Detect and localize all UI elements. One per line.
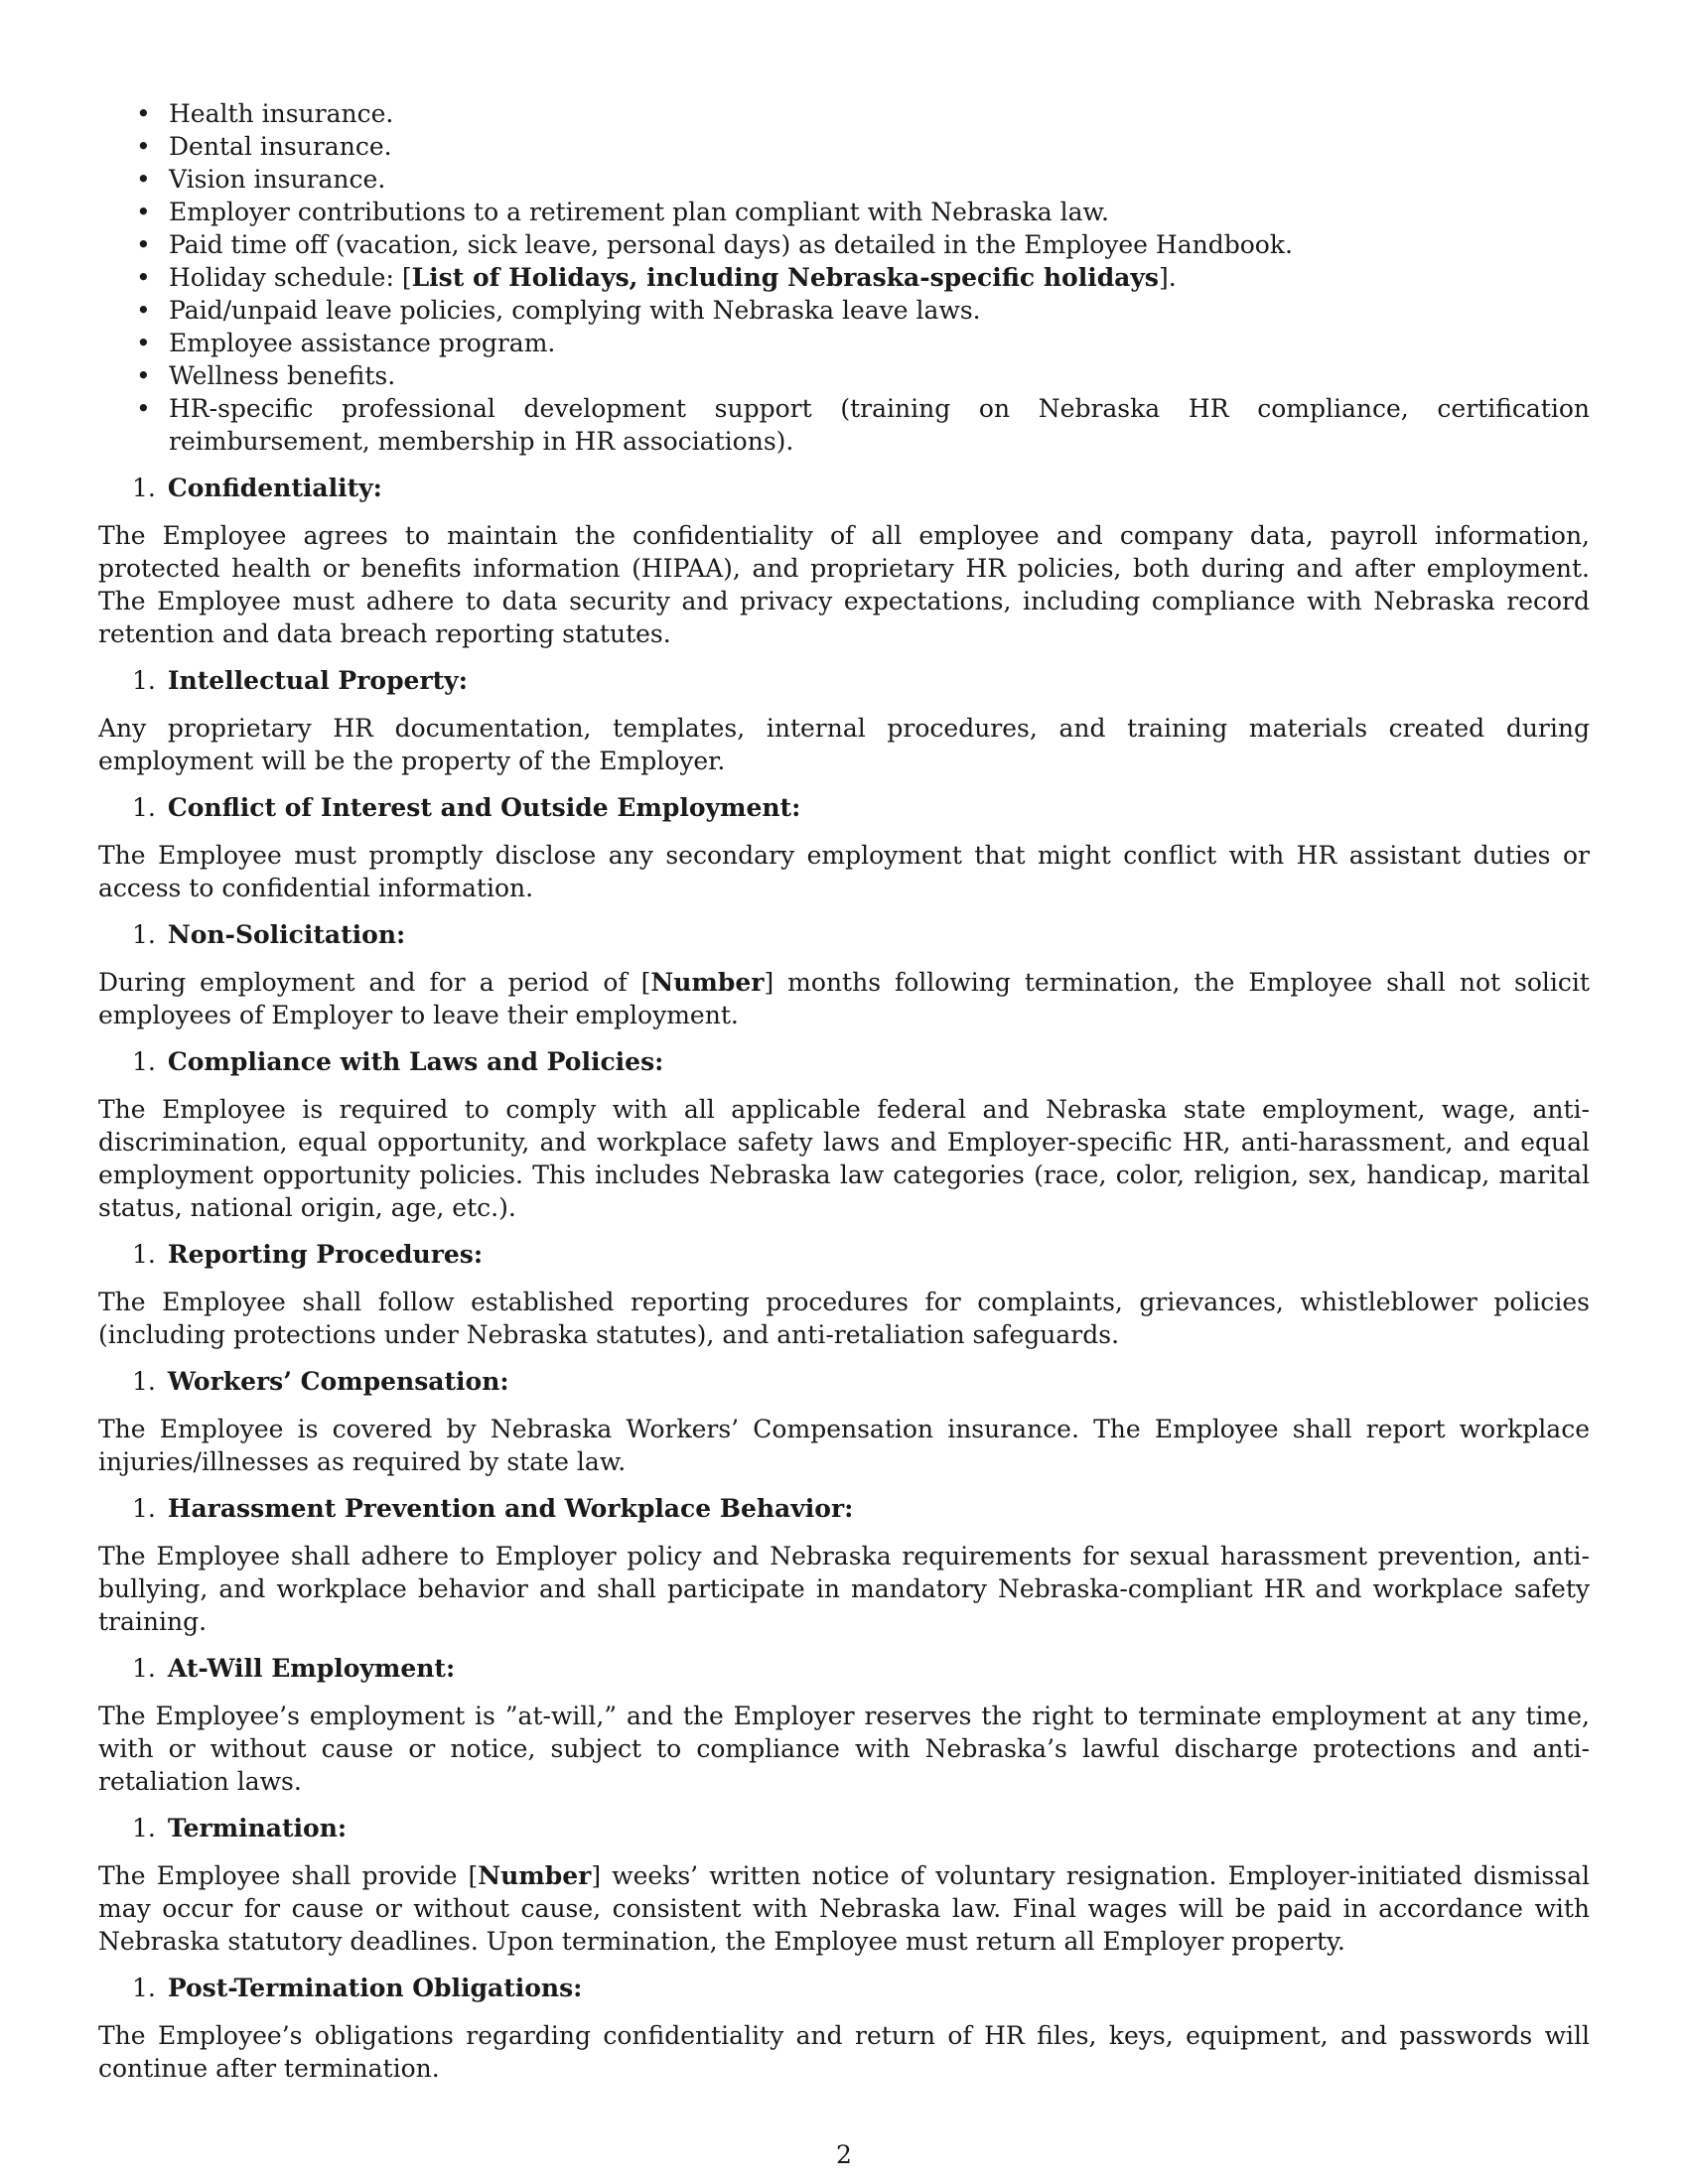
section-heading-termination: 1. Termination: (132, 1814, 348, 1843)
section-text-compliance: The Employee is required to comply with all applicable federal and Nebraska state employment, wage, anti-discrimination, equal opportunity, and workplace safety laws and Employer-specific HR, anti-harassment, and equal employment opportunity policies. This includes Nebraska law categories (race, color, religion, sex, handicap, marital status, national origin, age, etc.). (98, 1095, 1590, 1222)
bullet-icon: • (136, 99, 151, 128)
list-item: • Vision insurance. (136, 165, 386, 194)
placeholder-number: Number (478, 1861, 592, 1890)
list-item: • Health insurance. (136, 99, 394, 128)
bullet-icon: • (136, 263, 151, 292)
document-page (98, 97, 1590, 2085)
section-text-post-termination: The Employee’s obligations regarding confidentiality and return of HR files, keys, equipment, and passwords will continue after termination. (98, 2021, 1590, 2083)
bullet-icon: • (136, 394, 151, 423)
section-heading-intellectual-property: 1. Intellectual Property: (132, 666, 468, 695)
section-heading-workers-compensation: 1. Workers’ Compensation: (132, 1367, 509, 1396)
list-item-holiday: • Holiday schedule: [List of Holidays, including Nebraska-specific holidays]. (136, 263, 1177, 292)
bullet-icon: • (136, 132, 151, 161)
list-item: • Paid/unpaid leave policies, complying with Nebraska leave laws. (136, 296, 981, 325)
benefits-list (98, 97, 1590, 458)
bullet-icon: • (136, 165, 151, 194)
section-heading-harassment: 1. Harassment Prevention and Workplace Behavior: (132, 1494, 854, 1523)
bullet-icon: • (136, 361, 151, 390)
bullet-icon: • (136, 329, 151, 357)
section-text-reporting: The Employee shall follow established reporting procedures for complaints, grievances, whistleblower policies (including protections under Nebraska statutes), and anti-retaliation safeguards. (98, 1288, 1590, 1349)
page-number: 2 (836, 2140, 852, 2169)
list-item: • HR-specific professional development support (training on Nebraska HR compliance, certification reimbursement, membership in HR associations). (136, 394, 1590, 456)
section-text-harassment: The Employee shall adhere to Employer policy and Nebraska requirements for sexual harassment prevention, anti-bullying, and workplace behavior and shall participate in mandatory Nebraska-compliant HR and workplace safety training. (98, 1542, 1590, 1636)
section-text-workers-compensation: The Employee is covered by Nebraska Workers’ Compensation insurance. The Employee shall report workplace injuries/illnesses as required by state law. (98, 1415, 1590, 1476)
section-text-conflict: The Employee must promptly disclose any secondary employment that might conflict with HR assistant duties or access to confidential information. (98, 841, 1590, 902)
section-heading-compliance: 1. Compliance with Laws and Policies: (132, 1047, 664, 1076)
list-item: • Paid time off (vacation, sick leave, personal days) as detailed in the Employee Handbook. (136, 230, 1293, 259)
section-text-confidentiality: The Employee agrees to maintain the confidentiality of all employee and company data, payroll information, protected health or benefits information (HIPAA), and proprietary HR policies, both during and after employment. The Employee must adhere to data security and privacy expectations, including compliance with Nebraska record retention and data breach reporting statutes. (98, 521, 1590, 648)
bullet-icon: • (136, 230, 151, 259)
bullet-icon: • (136, 296, 151, 325)
section-text-non-solicitation: During employment and for a period of [Number] months following termination, the Employee shall not solicit employees of Employer to leave their employment. (98, 968, 1590, 1029)
section-heading-at-will: 1. At-Will Employment: (132, 1654, 456, 1683)
list-item: • Wellness benefits. (136, 361, 396, 390)
list-item: • Employer contributions to a retirement plan compliant with Nebraska law. (136, 198, 1109, 226)
section-text-intellectual-property: Any proprietary HR documentation, templates, internal procedures, and training materials created during employment will be the property of the Employer. (98, 714, 1590, 775)
bullet-icon: • (136, 198, 151, 226)
section-heading-conflict: 1. Conflict of Interest and Outside Employment: (132, 793, 801, 822)
section-text-at-will: The Employee’s employment is ”at-will,” and the Employer reserves the right to terminate employment at any time, with or without cause or notice, subject to compliance with Nebraska’s lawful discharge protections and anti-retaliation laws. (98, 1702, 1590, 1796)
section-heading-non-solicitation: 1. Non-Solicitation: (132, 920, 406, 949)
list-item: • Employee assistance program. (136, 329, 556, 357)
section-text-termination: The Employee shall provide [Number] weeks’ written notice of voluntary resignation. Employer-initiated dismissal may occur for cause or without cause, consistent with Nebraska law. Final wages will be paid in accordance with Nebraska statutory deadlines. Upon termination, the Employee must return all Employer property. (98, 1861, 1590, 1956)
list-item: • Dental insurance. (136, 132, 392, 161)
section-heading-post-termination: 1. Post-Termination Obligations: (132, 1974, 583, 2002)
section-heading-confidentiality: 1. Confidentiality: (132, 474, 382, 502)
placeholder-number: Number (650, 968, 765, 997)
section-heading-reporting: 1. Reporting Procedures: (132, 1240, 484, 1269)
